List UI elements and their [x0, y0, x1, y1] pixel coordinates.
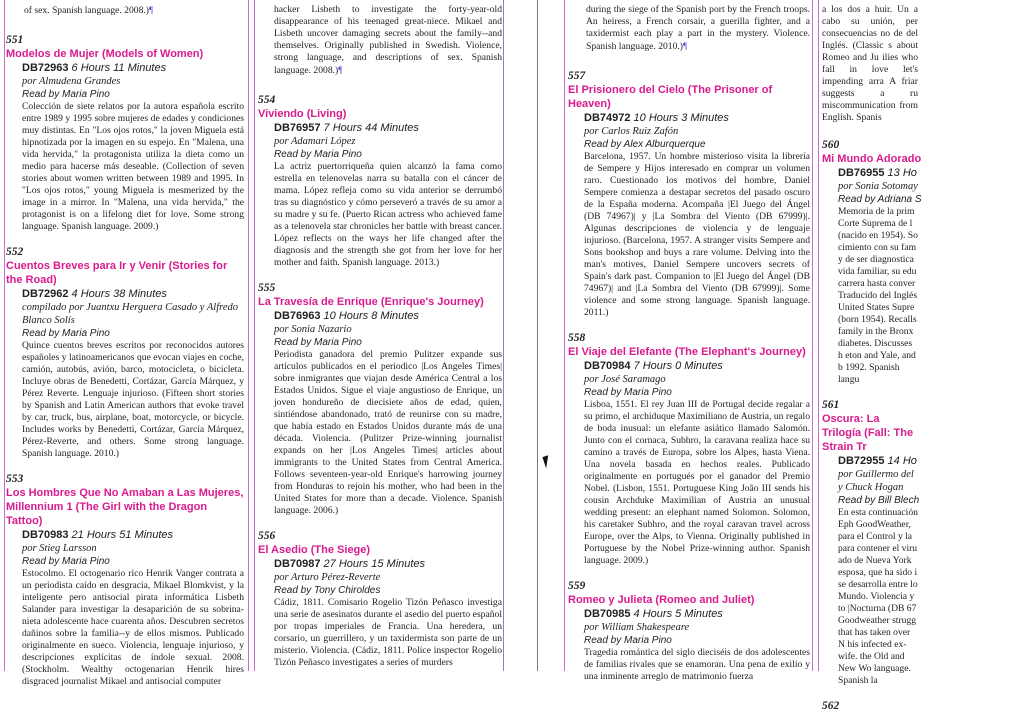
entry-meta: DB70983 21 Hours 51 Minutes [22, 529, 174, 541]
entry-description: Estocolmo. El octogenario rico Henrik Vanger contrata a un periodista caído en desgracia, Mikael Blomkvist, y la inteligente pero antisocial pirata informática Lisbeth Salander para investigar la desaparición de su sobrina-nieta adolescente hace cuarenta años. Descubren secretos dañinos sobre la familia--y de ellos mismos. Publicado originalmente en sueco. Violencia, lenguaje injurioso, y descripciones explícitas de índole sexual. 2008. (Stockholm. Wealthy octogenarian Henrik hires disgraced journalist Mikael and antisocial computer [22, 568, 244, 687]
page-right [540, 0, 922, 712]
entry-title: El Prisionero del Cielo (The Prisoner of Heaven) [568, 84, 773, 110]
entry-author: por José Saramago [584, 374, 666, 385]
entry-title: Romeo y Julieta (Romeo and Juliet) [568, 594, 755, 606]
entry-reader: Read by Maria Pino [22, 556, 110, 567]
entry-author: por Almudena Grandes [22, 76, 121, 87]
entry-562 [822, 699, 1022, 713]
entry-author: por Sonia Nazario [274, 324, 352, 335]
column-2 [258, 0, 502, 681]
entry-author: por Stieg Larsson [22, 543, 97, 554]
entry-author: por Sonia Sotomay [838, 181, 918, 192]
entry-meta: DB76957 7 Hours 44 Minutes [274, 122, 419, 134]
entry-description: Cádiz, 1811. Comisario Rogelio Tizón Peñasco investiga una serie de asesinatos durante el asedio del puerto español por tropas imperiales de Francia. Una heredera, un corsario, un guerrillero, y un taxidermista son parte de un misterio. Violencia. (Cádiz, 1811. Police inspector Rogelio Tizón Peñasco investigates a series of murders [274, 597, 502, 668]
margin-guide [503, 0, 504, 671]
entry-meta: DB70987 27 Hours 15 Minutes [274, 558, 426, 570]
entry-reader: Read by Alex Alburquerque [584, 139, 706, 150]
entry-reader: Read by Maria Pino [274, 337, 362, 348]
entry-reader: Read by Maria Pino [274, 149, 362, 160]
entry-description: Lisboa, 1551. El rey Juan III de Portugal decide regalar a su primo, el archiduque Maximiliano de Austria, un regalo de boda inusual: un elefante asiático llamado Salomón. Junto con el cornaca, Subhro, la caravana realiza hace su camino a través de Europa, sobre los Alpes, hasta Viena. Una novela basada en hechos reales. Publicado originalmente en portugués por el ganador del Premio Nobel. (Lisbon, 1551. Portuguese King João III sends his cousin Archduke Maximilian of Austria an unusual wedding present: an elephant named Solomon. Solomon, his caretaker Subhro, and the royal caravan travel across Europe, over the Alps, to Vienna. Originally published in Portuguese by the Nobel Prize-winning author. Spanish language. 2009.) [584, 399, 810, 566]
entry-description: Tragedia romántica del siglo dieciséis de dos adolescentes de familias rivales que se enamoran. Una pena de exilio y una inminente arreglo de matrimonio fuerza [584, 647, 810, 682]
entry-meta: DB76955 13 Ho [838, 167, 917, 179]
entry-552 [6, 245, 244, 460]
entry-description: Memoria de la prim Corte Suprema de l (nacido en 1954). So cimiento con su fam y de ser diagnostica vida familiar, su edu carrera hasta conver Traducido del Inglés United States Supre (born 1954). Recalls family in the Bronx diabetes. Discusses h eton and Yale, and b 1992. Spanish langu [838, 206, 918, 385]
entry-author: por William Shakespeare [584, 622, 690, 633]
continued-text: during the siege of the Spanish port by the French troops. An heiress, a French corsair, a guerilla fighter, and a taxidermist each play a part in the mystery. Violence. Spanish language. 2010.)¶ [586, 4, 810, 52]
entry-meta: DB70985 4 Hours 5 Minutes [584, 608, 723, 620]
entry-560 [822, 138, 1022, 386]
entry-meta: DB74972 10 Hours 3 Minutes [584, 112, 729, 124]
entry-title: El Asedio (The Siege) [258, 544, 371, 556]
continued-text: a los dos a huir. Un a cabo su unión, per consecuencias no de del Inglés. (Classic s about Romeo and Ju ilies who fall in love let's impending arra A friar suggests a ru miscommunication from English. Spanis [822, 4, 918, 123]
entry-meta: DB72963 6 Hours 11 Minutes [22, 62, 167, 74]
entry-meta: DB76963 10 Hours 8 Minutes [274, 310, 419, 322]
entry-number: 552 [6, 246, 24, 258]
entry-meta: DB72962 4 Hours 38 Minutes [22, 288, 167, 300]
entry-meta: DB70984 7 Hours 0 Minutes [584, 360, 723, 372]
entry-558 [568, 331, 810, 567]
entry-description: En esta continuación Eph GoodWeather, para el Control y la para contener el viru ado de Nueva York esposa, que ha sido i se desarrolla entre lo Mundo. Violencia y to |Nocturna (DB 67 Goodweather strugg that has taken over N his infected ex-wife. the Old and New Wo language. Spanish la [838, 507, 918, 686]
entry-553 [6, 472, 244, 688]
page-left [0, 0, 515, 687]
margin-guide [564, 0, 565, 671]
entry-555 [258, 281, 502, 517]
column-3 [568, 0, 810, 695]
entry-author: compilado por Juantxu Herguera Casado y Alfredo Blanco Solís [22, 302, 239, 326]
entry-number: 561 [822, 399, 840, 411]
entry-559 [568, 579, 810, 683]
entry-description: La actriz puertorriqueña quien alcanzó la fama como estrella en telenovelas narra su batalla con el cáncer de mama. López refleja como su vida anterior se derrumbó tras su diagnóstico y cómo perseveró a través de su amor a su madre y su fe. (Puerto Rican actress who achieved fame as a telenovela star chronicles her battle with breast cancer. López reflects on the ways her life changed after the diagnosis and the strength she got from her love for her mother and faith. Spanish language. 2013.) [274, 161, 502, 268]
entry-description: Barcelona, 1957. Un hombre misterioso visita la librería de Sempere y Hijos interesado en comprar un volumen raro. Cuestionado los motivos del hombre, Daniel Sempere comienza a destapar secretos del pasado oscuro de la España moderna. Acompaña |El Juego del Ángel (DB 74967)| y |La Sombra del Viento (DB 67999)|. Algunas descripciones de violencia y de lenguaje injurioso. (Barcelona, 1957. A stranger visits Sempere and Sons bookshop and buys a rare volume. Delving into the man's motives, Daniel Sempere uncovers secrets of Spain's dark past. Companion to |El Juego del Ángel (DB 74967)| and |La Sombra del Viento (DB 67999)|. Some violence and some strong language. Spanish language. 2011.) [584, 151, 810, 318]
entry-author: por Carlos Ruiz Zafón [584, 126, 679, 137]
entry-556 [258, 529, 502, 669]
entry-number: 559 [568, 580, 586, 592]
entry-reader: Read by Bill Blech [838, 495, 920, 506]
entry-551 [6, 33, 244, 233]
column-guide [812, 0, 813, 671]
entry-meta: DB72955 14 Ho [838, 455, 917, 467]
entry-reader: Read by Maria Pino [584, 635, 672, 646]
entry-title: Modelos de Mujer (Models of Women) [6, 48, 204, 60]
entry-number: 555 [258, 282, 276, 294]
entry-title: Los Hombres Que No Amaban a Las Mujeres, Millennium 1 (The Girl with the Dragon Tattoo) [6, 487, 244, 527]
entry-number: 562 [822, 700, 840, 712]
column-guide [818, 0, 819, 671]
entry-title: El Viaje del Elefante (The Elephant's Journey) [568, 346, 806, 358]
entry-description: Periodista ganadora del premio Pulitzer expande sus artículos publicados en el periodico |Los Angeles Times| sobre inmigrantes que viajan desde América Central a los Estados Unidos. Sigue el viaje angustioso de Enrique, un joven hondureño de diecisiete años de edad, quien, sintiéndose abandonado, trató de reunirse con su madre, que había estado en Estados Unidos durante más de una década. Violencia. (Pulitzer Prize-winning journalist expands on her |Los Angeles Times| articles about immigrants to the United States from Central America. Follows seventeen-year-old Enrique's harrowing journey from Honduras to rejoin his mother, who had been in the United States for more than a decade. Violence. Spanish language. 2006.) [274, 349, 502, 516]
column-4 [822, 0, 1022, 725]
entry-author: por Arturo Pérez-Reverte [274, 572, 381, 583]
entry-reader: Read by Tony Chiroldes [274, 585, 381, 596]
entry-reader: Read by Maria Pino [584, 387, 672, 398]
entry-reader: Read by Adriana S [838, 194, 922, 205]
entry-number: 560 [822, 139, 840, 151]
entry-number: 554 [258, 94, 276, 106]
margin-guide [4, 0, 5, 671]
entry-number: 557 [568, 70, 586, 82]
entry-561 [822, 398, 1022, 687]
entry-title: Viviendo (Living) [258, 108, 347, 120]
entry-reader: Read by Maria Pino [22, 328, 110, 339]
entry-554 [258, 93, 502, 269]
entry-number: 558 [568, 332, 586, 344]
entry-author: por Guillermo del y Chuck Hogan [838, 469, 914, 493]
column-guide [248, 0, 249, 671]
continued-text: of sex. Spanish language. 2008.)¶ [24, 5, 154, 16]
entry-557 [568, 69, 810, 319]
entry-description: Quince cuentos breves escritos por reconocidos autores españoles y latinoamericanos que evocan viajes en coche, camión, autobús, avión, barco, motocicleta, o bicicleta. Incluye obras de Benedetti, Cortázar, García Márquez, y Pérez Reverte. Lenguaje injurioso. (Fifteen short stories by Spanish and Latin American authors that evoke travel by car, truck, bus, airplane, boat, motorcycle, or bicycle. Includes works by Benedetti, Cortázar, García Márquez, Pérez-Reverte, and others. Some strong language. Spanish language. 2010.) [22, 340, 244, 459]
entry-title: La Travesía de Enrique (Enrique's Journey) [258, 296, 484, 308]
entry-number: 553 [6, 473, 24, 485]
entry-description: Colección de siete relatos por la autora española escrito entre 1989 y 1995 sobre mujeres de edades y condiciones muy distintas. En "Los ojos rotos," la joven Miguela está hipnotizada por la imagen en su espejo. En "Malena, una vida hervida," la protagonista utiliza la dieta como un medio para hacerse más deseable. (Collection of seven stories about women written between 1989 and 1995. In "Los ojos rotos," young Miguela is mesmerized by the image in a mirror. In "Malena, una vida hervida," the protagonist is on a lifelong diet for love. Some strong language. Spanish language. 2009.) [22, 101, 244, 232]
entry-author: por Adamari López [274, 136, 356, 147]
column-1 [6, 0, 244, 700]
spread-divider [537, 0, 538, 671]
entry-reader: Read by Maria Pino [22, 89, 110, 100]
continued-text: hacker Lisbeth to investigate the forty-year-old disappearance of his teenaged great-niece. Mikael and Lisbeth uncover damaging secrets about the family--and themselves. Originally published in Swedish. Violence, strong language, and descriptions of sex. Spanish language. 2008.)¶ [274, 4, 502, 76]
entry-title: Oscura: La Trilogía (Fall: The Strain Tr [822, 413, 914, 453]
entry-number: 556 [258, 530, 276, 542]
column-guide [254, 0, 255, 671]
entry-number: 551 [6, 34, 24, 46]
entry-title: Mi Mundo Adorado [822, 153, 922, 165]
entry-title: Cuentos Breves para Ir y Venir (Stories for the Road) [6, 260, 228, 286]
